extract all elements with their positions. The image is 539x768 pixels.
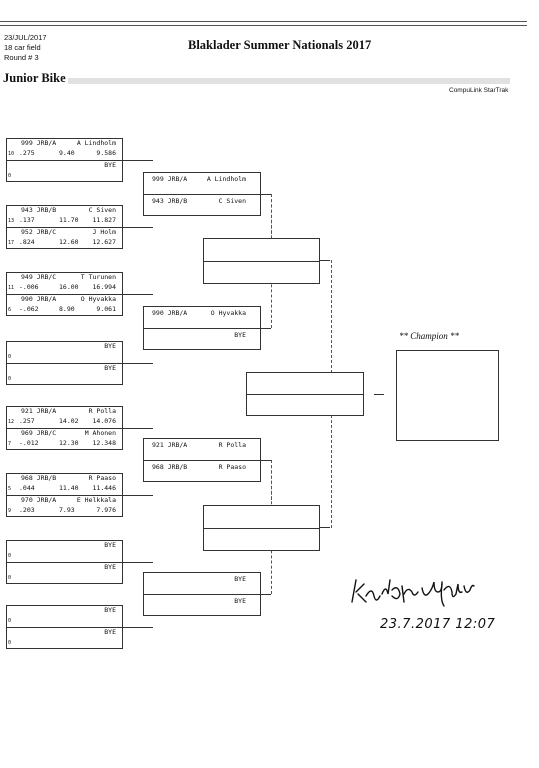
entry-bottom bbox=[144, 328, 260, 350]
entry-bottom bbox=[7, 627, 122, 649]
signature-handwriting bbox=[346, 572, 486, 612]
racer-name: R Paaso bbox=[218, 463, 246, 471]
car-number: 921 JRB/A bbox=[21, 407, 57, 415]
dial-in: 7.93 bbox=[59, 506, 75, 514]
connector bbox=[261, 594, 271, 595]
car-number: 969 JRB/C bbox=[21, 429, 57, 437]
reaction-time: -.062 bbox=[19, 305, 39, 313]
entry-bottom bbox=[7, 363, 122, 385]
round2-match bbox=[143, 172, 261, 216]
reaction-time: .137 bbox=[19, 216, 35, 224]
dial-in: 14.02 bbox=[59, 417, 79, 425]
round1-match bbox=[6, 540, 123, 584]
lane-number: 9 bbox=[8, 508, 12, 514]
champion-box bbox=[396, 350, 499, 441]
lane-number: 0 bbox=[8, 618, 12, 624]
connector bbox=[123, 227, 153, 228]
round1-match bbox=[6, 605, 123, 649]
entry-bottom bbox=[7, 495, 122, 517]
round3-match bbox=[203, 505, 320, 551]
lane-number: 10 bbox=[8, 151, 15, 157]
entry-bottom bbox=[7, 562, 122, 584]
signature-date: 23.7.2017 12:07 bbox=[380, 617, 496, 632]
round1-match bbox=[6, 138, 123, 182]
lane-number: 6 bbox=[8, 307, 12, 313]
entry-bottom bbox=[7, 428, 122, 450]
entry-bottom bbox=[144, 460, 260, 482]
entry-top bbox=[247, 373, 363, 394]
car-number: 970 JRB/A bbox=[21, 496, 57, 504]
car-number: 999 JRB/A bbox=[152, 175, 188, 183]
racer-name: T Turunen bbox=[80, 273, 116, 281]
round1-match bbox=[6, 406, 123, 450]
brand-label: CompuLink StarTrak bbox=[449, 87, 509, 94]
connector bbox=[123, 294, 153, 295]
racer-name: BYE bbox=[234, 575, 246, 583]
car-number: 949 JRB/C bbox=[21, 273, 57, 281]
lane-number: 0 bbox=[8, 173, 12, 179]
elapsed-time: 14.076 bbox=[92, 417, 116, 425]
elapsed-time: 11.827 bbox=[92, 216, 116, 224]
reaction-time: .275 bbox=[19, 149, 35, 157]
round1-match bbox=[6, 341, 123, 385]
racer-name: BYE bbox=[104, 342, 116, 350]
entry-bottom bbox=[204, 261, 319, 284]
dial-in: 16.00 bbox=[59, 283, 79, 291]
entry-bottom bbox=[7, 160, 122, 182]
entry-top bbox=[144, 439, 260, 460]
racer-name: BYE bbox=[104, 606, 116, 614]
entry-bottom bbox=[7, 227, 122, 249]
header-date: 23/JUL/2017 bbox=[4, 33, 47, 42]
racer-name: BYE bbox=[234, 331, 246, 339]
entry-bottom bbox=[204, 528, 319, 551]
racer-name: BYE bbox=[234, 597, 246, 605]
connector bbox=[261, 460, 271, 461]
dial-in: 11.70 bbox=[59, 216, 79, 224]
racer-name: BYE bbox=[104, 541, 116, 549]
dial-in: 12.60 bbox=[59, 238, 79, 246]
round1-match bbox=[6, 272, 123, 316]
elapsed-time: 7.976 bbox=[96, 506, 116, 514]
racer-name: J Holm bbox=[92, 228, 116, 236]
entry-top bbox=[7, 474, 122, 495]
elapsed-time: 9.061 bbox=[96, 305, 116, 313]
event-title: Blaklader Summer Nationals 2017 bbox=[188, 38, 372, 52]
racer-name: E Helkkala bbox=[76, 496, 116, 504]
reaction-time: .824 bbox=[19, 238, 35, 246]
car-number: 968 JRB/B bbox=[152, 463, 188, 471]
dial-in: 11.40 bbox=[59, 484, 79, 492]
racer-name: A Lindholm bbox=[76, 139, 116, 147]
racer-name: R Polla bbox=[88, 407, 116, 415]
lane-number: 13 bbox=[8, 218, 15, 224]
lane-number: 12 bbox=[8, 419, 15, 425]
entry-top bbox=[204, 239, 319, 261]
racer-name: R Polla bbox=[218, 441, 246, 449]
final-match bbox=[246, 372, 364, 416]
lane-number: 0 bbox=[8, 354, 12, 360]
car-number: 999 JRB/A bbox=[21, 139, 57, 147]
connector bbox=[123, 160, 153, 161]
connector bbox=[123, 627, 153, 628]
elapsed-time: 12.627 bbox=[92, 238, 116, 246]
connector bbox=[374, 394, 384, 395]
lane-number: 0 bbox=[8, 575, 12, 581]
entry-bottom bbox=[7, 294, 122, 316]
racer-name: BYE bbox=[104, 563, 116, 571]
reaction-time: -.006 bbox=[19, 283, 39, 291]
champion-label: ** Champion ** bbox=[399, 331, 460, 341]
lane-number: 5 bbox=[8, 486, 12, 492]
connector bbox=[261, 194, 271, 195]
round3-match bbox=[203, 238, 320, 284]
dial-in: 12.30 bbox=[59, 439, 79, 447]
dial-in: 8.90 bbox=[59, 305, 75, 313]
racer-name: BYE bbox=[104, 364, 116, 372]
entry-top bbox=[7, 139, 122, 160]
entry-top bbox=[7, 541, 122, 562]
racer-name: C Siven bbox=[218, 197, 246, 205]
round2-match bbox=[143, 306, 261, 350]
elapsed-time: 16.994 bbox=[92, 283, 116, 291]
lane-number: 0 bbox=[8, 553, 12, 559]
entry-top bbox=[7, 273, 122, 294]
car-number: 943 JRB/B bbox=[21, 206, 57, 214]
lane-number: 0 bbox=[8, 640, 12, 646]
entry-top bbox=[144, 307, 260, 328]
header-field: 18 car field bbox=[4, 43, 41, 52]
lane-number: 11 bbox=[8, 285, 15, 291]
connector bbox=[320, 527, 330, 528]
elapsed-time: 11.446 bbox=[92, 484, 116, 492]
entry-bottom bbox=[144, 594, 260, 616]
car-number: 990 JRB/A bbox=[152, 309, 188, 317]
reaction-time: .203 bbox=[19, 506, 35, 514]
car-number: 990 JRB/A bbox=[21, 295, 57, 303]
top-rule-2 bbox=[0, 25, 527, 26]
racer-name: M Ahonen bbox=[84, 429, 116, 437]
connector bbox=[123, 363, 153, 364]
top-rule bbox=[0, 21, 527, 22]
round1-match bbox=[6, 473, 123, 517]
reaction-time: .044 bbox=[19, 484, 35, 492]
connector bbox=[320, 260, 330, 261]
reaction-time: -.012 bbox=[19, 439, 39, 447]
entry-top bbox=[204, 506, 319, 528]
car-number: 952 JRB/C bbox=[21, 228, 57, 236]
connector bbox=[123, 495, 153, 496]
entry-top bbox=[7, 206, 122, 227]
dial-in: 9.40 bbox=[59, 149, 75, 157]
entry-top bbox=[7, 407, 122, 428]
class-name: Junior Bike bbox=[3, 71, 66, 85]
racer-name: R Paaso bbox=[88, 474, 116, 482]
reaction-time: .257 bbox=[19, 417, 35, 425]
entry-top bbox=[7, 606, 122, 627]
racer-name: C Siven bbox=[88, 206, 116, 214]
racer-name: A Lindholm bbox=[206, 175, 246, 183]
lane-number: 7 bbox=[8, 441, 12, 447]
entry-bottom bbox=[144, 194, 260, 216]
elapsed-time: 12.348 bbox=[92, 439, 116, 447]
car-number: 943 JRB/B bbox=[152, 197, 188, 205]
entry-top bbox=[144, 173, 260, 194]
connector bbox=[123, 562, 153, 563]
round2-match bbox=[143, 572, 261, 616]
round2-match bbox=[143, 438, 261, 482]
entry-top bbox=[7, 342, 122, 363]
racer-name: O Hyvakka bbox=[80, 295, 116, 303]
connector bbox=[261, 328, 271, 329]
car-number: 968 JRB/B bbox=[21, 474, 57, 482]
entry-top bbox=[144, 573, 260, 594]
round1-match bbox=[6, 205, 123, 249]
elapsed-time: 9.586 bbox=[96, 149, 116, 157]
racer-name: BYE bbox=[104, 161, 116, 169]
lane-number: 17 bbox=[8, 240, 15, 246]
class-dotted-line bbox=[68, 78, 510, 84]
entry-bottom bbox=[247, 394, 363, 416]
lane-number: 0 bbox=[8, 376, 12, 382]
car-number: 921 JRB/A bbox=[152, 441, 188, 449]
racer-name: O Hyvakka bbox=[210, 309, 246, 317]
header-round: Round # 3 bbox=[4, 53, 39, 62]
racer-name: BYE bbox=[104, 628, 116, 636]
connector bbox=[123, 428, 153, 429]
